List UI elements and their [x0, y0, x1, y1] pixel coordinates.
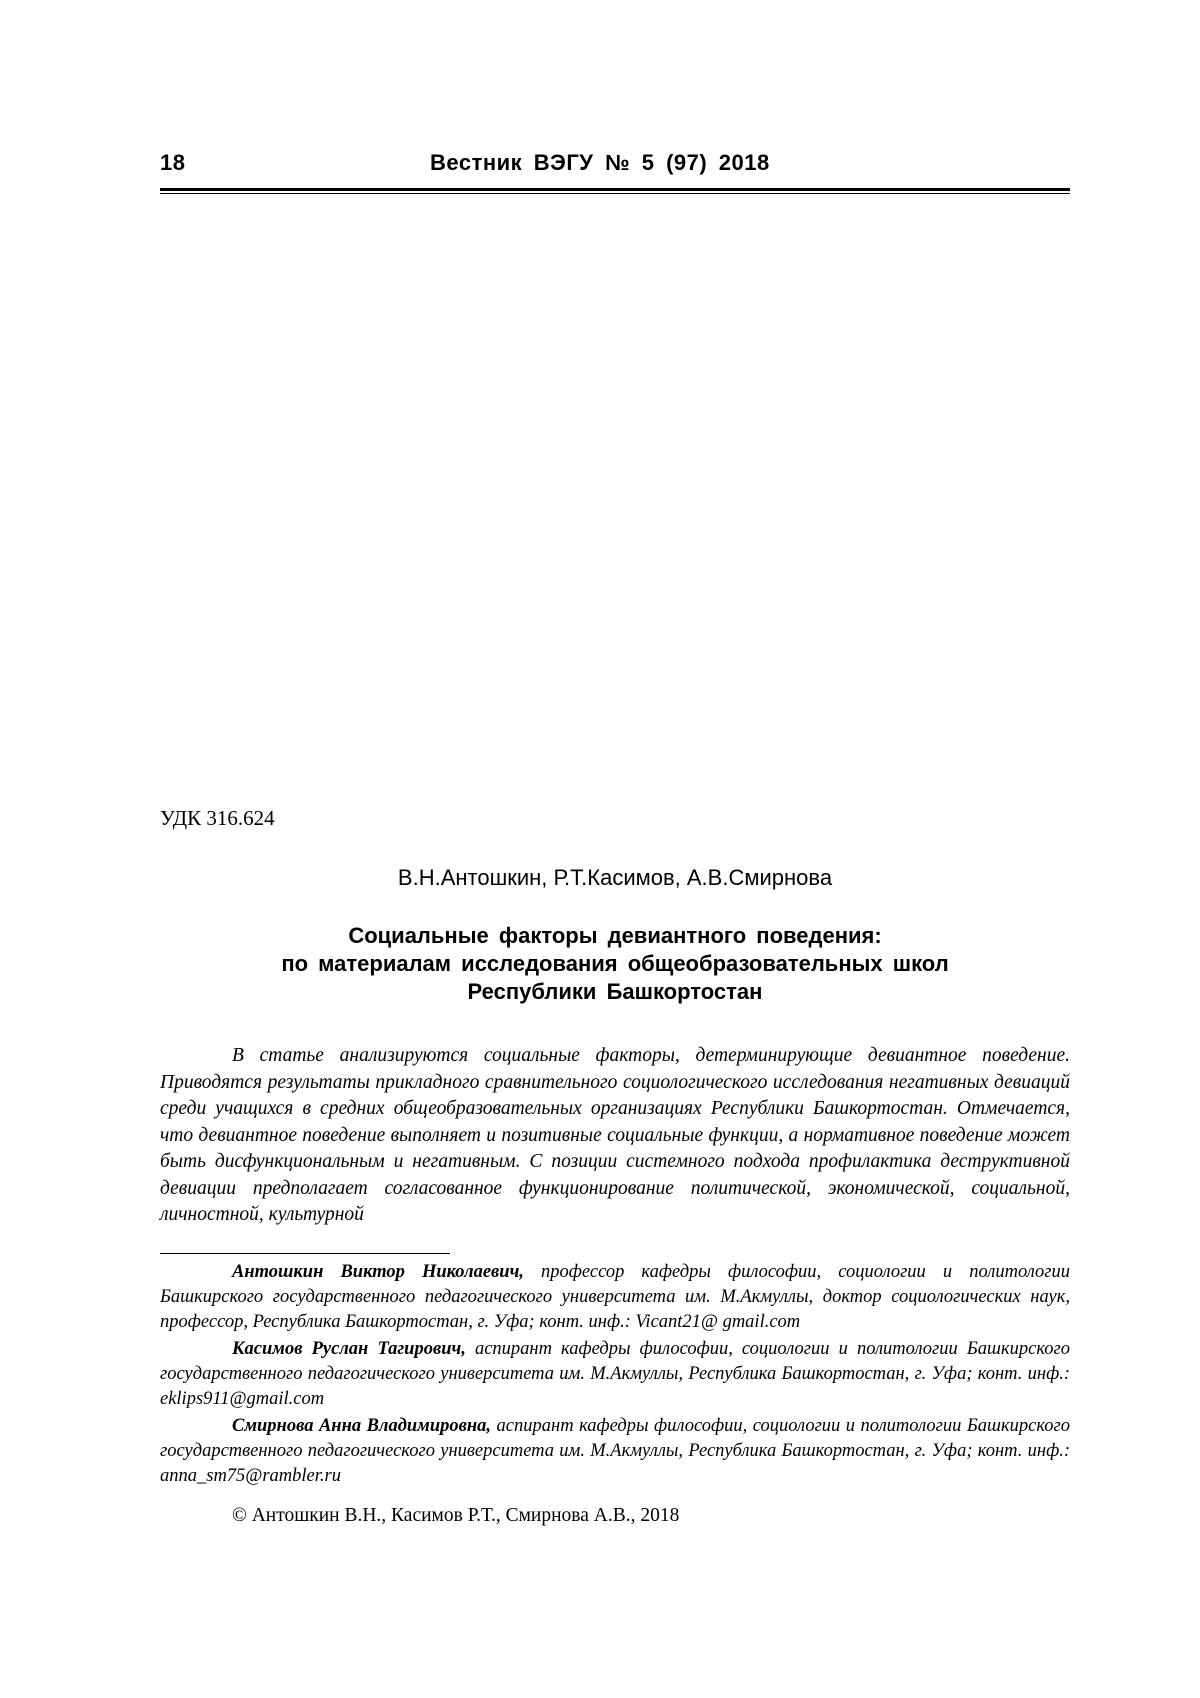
- footnote-author-details: аспирант кафедры философии, социологии и политологии Башкирского государственного педагогического университета им. М.Акмуллы, Республика Башкортостан, г. Уфа; конт. инф.: anna_sm75@rambler.ru: [160, 1416, 1070, 1486]
- article-title: [160, 922, 1070, 1006]
- udk-code: УДК 316.624: [160, 806, 275, 830]
- footnote-author-details: аспирант кафедры философии, социологии и политологии Башкирского государственного педагогического университета им. М.Акмуллы, Республика Башкортостан, г. Уфа; конт. инф.: eklips911@gmail.com: [160, 1339, 1070, 1409]
- authors-line: В.Н.Антошкин, Р.Т.Касимов, А.В.Смирнова: [397, 865, 833, 890]
- header-rule-thick: [160, 188, 1070, 191]
- footnote-author-name: Антошкин Виктор Николаевич,: [232, 1262, 524, 1282]
- page-number: 18: [160, 150, 186, 175]
- title-line: Социальные факторы девиантного поведения:: [348, 923, 882, 948]
- footnote-author-details: профессор кафедры философии, социологии и политологии Башкирского государственного педагогического университета им. М.Акмуллы, доктор социологических наук, профессор, Республика Башкортостан, г. Уфа; конт. инф.: Vicant21@ gmail.com: [160, 1262, 1071, 1332]
- abstract: В статье анализируются социальные факторы, детерминирующие девиантное поведение. Приводятся результаты прикладного сравнительного социологического исследования негативных девиаций среди учащихся в средних общеобразовательных организациях Республики Башкортостан. Отмечается, что девиантное поведение выполняет и позитивные социальные функции, а нормативное поведение может быть дисфункциональным и негативным. С позиции системного подхода профилактика деструктивной девиации предполагает согласованное функционирование политической, экономической, социальной, личностной, культурной: [160, 1045, 1070, 1225]
- header-rule-thin: [160, 193, 1070, 194]
- title-line: по материалам исследования общеобразовательных школ: [281, 951, 949, 976]
- footnote-separator: [160, 1253, 450, 1254]
- footnote-author-name: Смирнова Анна Владимировна,: [232, 1416, 492, 1436]
- footnote-author-name: Касимов Руслан Тагирович,: [232, 1339, 466, 1359]
- copyright-notice: © Антошкин В.Н., Касимов Р.Т., Смирнова А.В., 2018: [232, 1505, 680, 1526]
- journal-title: Вестник ВЭГУ № 5 (97) 2018: [430, 150, 770, 175]
- author-footnotes: [160, 1260, 1070, 1491]
- footnote-author: [160, 1414, 1070, 1489]
- footnote-author: [160, 1337, 1070, 1412]
- running-header: [160, 150, 1070, 184]
- title-line: Республики Башкортостан: [467, 979, 763, 1004]
- footnote-author: [160, 1260, 1070, 1335]
